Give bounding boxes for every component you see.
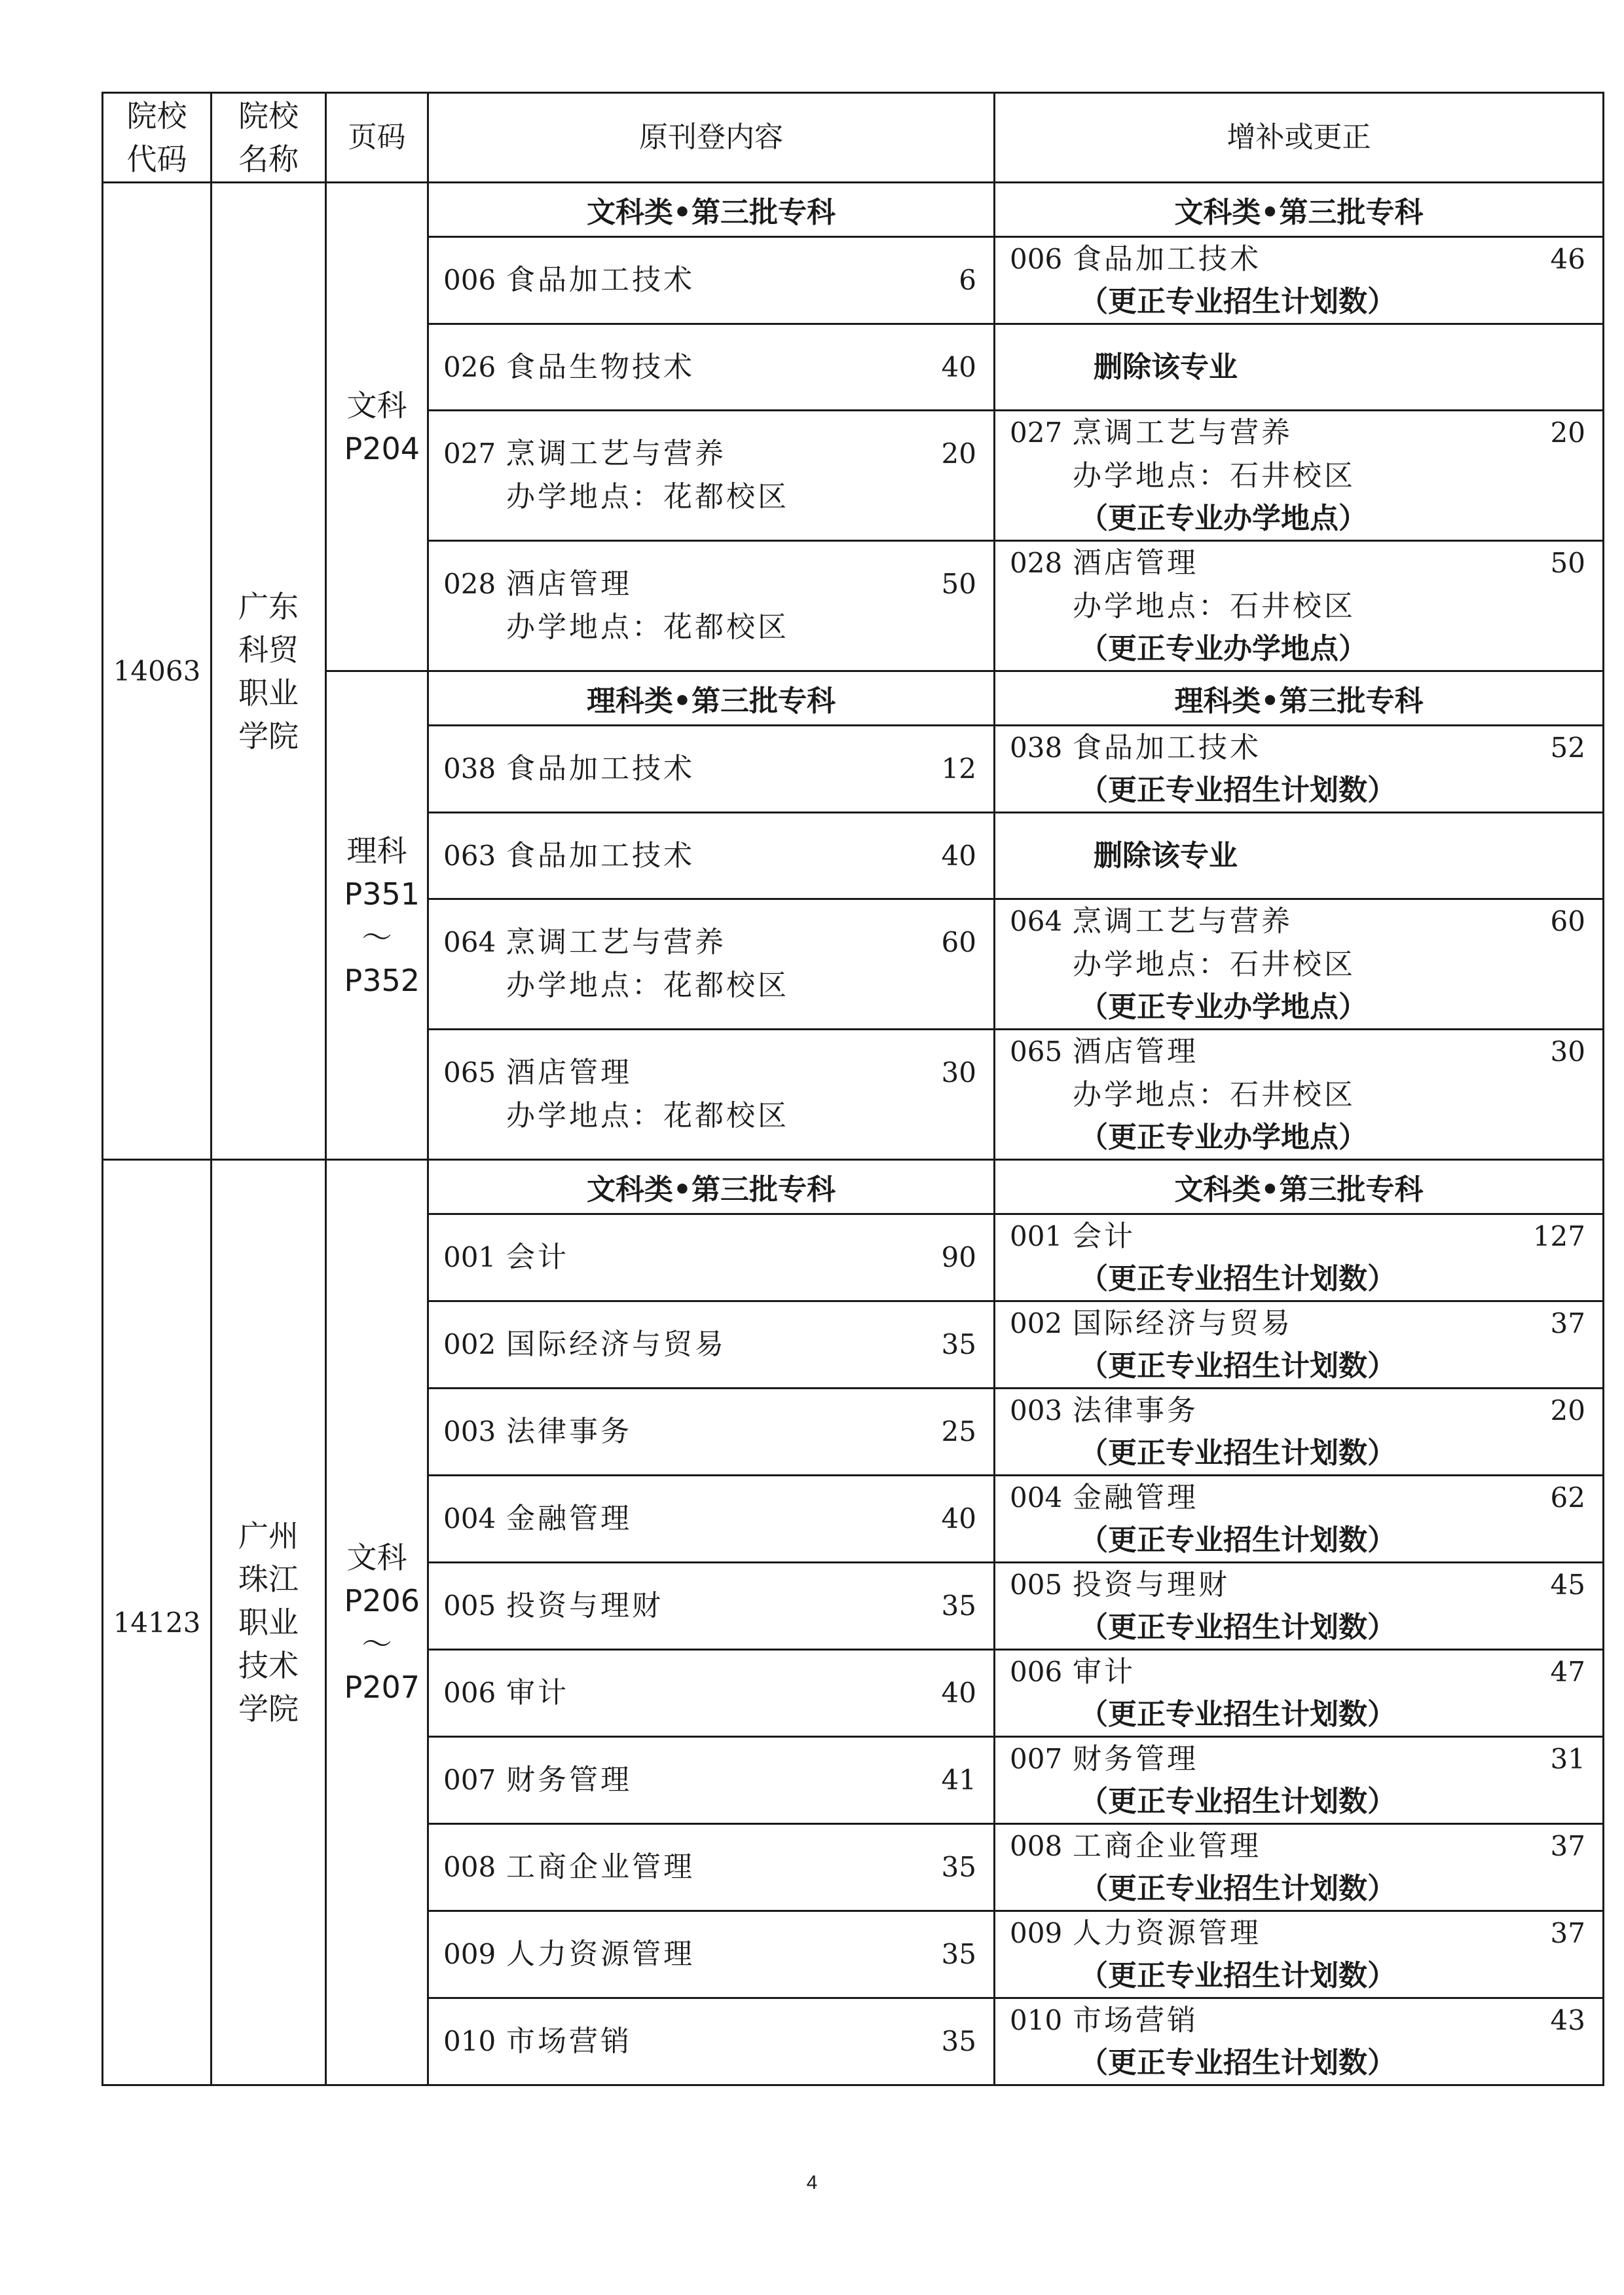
plan-count: 6: [959, 264, 976, 296]
plan-count: 35: [941, 1851, 976, 1883]
entry-line: [995, 1389, 1602, 1432]
major-name: 工商企业管理: [1073, 1829, 1261, 1863]
entry-line: [429, 432, 993, 476]
campus-location: 办学地点：花都校区: [506, 480, 789, 513]
school-name: 广东科贸职业学院: [238, 588, 299, 754]
plan-count: 43: [1550, 2004, 1585, 2036]
corrected-entry: [995, 1737, 1604, 1824]
entry-line: [995, 1030, 1602, 1073]
plan-count: 40: [941, 1677, 976, 1709]
plan-count: 50: [1550, 547, 1585, 579]
original-entry: [428, 1301, 995, 1389]
entry-line: [429, 1933, 993, 1976]
corrected-entry: [995, 1563, 1604, 1650]
corrected-entry: [995, 1214, 1604, 1301]
correction-note: （更正专业招生计划数）: [1079, 774, 1396, 807]
original-entry: [428, 237, 995, 324]
plan-count: 35: [941, 1938, 976, 1970]
major-code: 027: [443, 438, 496, 470]
original-entry: [428, 1476, 995, 1563]
corrected-entry: [995, 813, 1604, 899]
major-name: 工商企业管理: [506, 1850, 695, 1884]
corrected-entry: [995, 1824, 1604, 1911]
plan-count: 60: [1550, 905, 1585, 937]
major-name: 烹调工艺与营养: [1073, 905, 1293, 938]
plan-count: 50: [941, 568, 976, 600]
entry-line: [429, 563, 993, 606]
major-name: 食品加工技术: [1073, 242, 1261, 276]
original-entry: [428, 1030, 995, 1160]
major-name: 烹调工艺与营养: [1073, 416, 1293, 449]
correction-note: （更正专业招生计划数）: [1079, 1785, 1396, 1818]
major-code: 064: [443, 926, 496, 958]
major-name: 金融管理: [506, 1502, 632, 1535]
major-code: 010: [1010, 2004, 1063, 2036]
original-entry: [428, 324, 995, 411]
major-code: 009: [443, 1938, 496, 1970]
correction-note: （更正专业招生计划数）: [1079, 285, 1396, 318]
original-entry: [428, 1389, 995, 1476]
major-name: 酒店管理: [506, 567, 632, 601]
original-entry: [428, 1998, 995, 2085]
corrected-entry: [995, 726, 1604, 813]
major-code: 010: [443, 2025, 496, 2057]
major-code: 009: [1010, 1917, 1063, 1949]
major-name: 酒店管理: [1073, 1035, 1198, 1068]
entry-line: [429, 1759, 993, 1802]
category-correction: 理科类•第三批专科: [995, 671, 1604, 726]
page-ref-cell: [326, 183, 428, 671]
major-code: 001: [1010, 1220, 1063, 1252]
major-code: 002: [443, 1328, 496, 1360]
plan-count: 40: [941, 839, 976, 872]
major-code: 002: [1010, 1307, 1063, 1339]
major-code: 007: [1010, 1743, 1063, 1775]
major-code: 063: [443, 839, 496, 872]
plan-count: 25: [941, 1415, 976, 1447]
plan-count: 37: [1550, 1307, 1585, 1339]
correction-note: （更正专业招生计划数）: [1079, 1436, 1396, 1470]
corrected-entry: [995, 411, 1604, 541]
page-ref: 理科 P351 ～ P352: [344, 832, 420, 998]
major-code: 038: [443, 753, 496, 785]
corrected-entry: [995, 899, 1604, 1030]
plan-count: 20: [1550, 1394, 1585, 1427]
plan-count: 20: [941, 438, 976, 470]
entry-line: [995, 1912, 1602, 1955]
header-original: 原刊登内容: [428, 93, 995, 183]
campus-location: 办学地点：石井校区: [1073, 459, 1356, 493]
major-name: 人力资源管理: [506, 1937, 695, 1971]
major-name: 食品加工技术: [1073, 731, 1261, 764]
major-name: 投资与理财: [506, 1589, 663, 1622]
campus-location: 办学地点：石井校区: [1073, 589, 1356, 623]
major-code: 001: [443, 1241, 496, 1273]
corrected-entry: [995, 1650, 1604, 1737]
correction-note: （更正专业办学地点）: [1079, 1121, 1367, 1154]
entry-line: [995, 1999, 1602, 2042]
category-row: [103, 671, 1604, 726]
major-name: 食品生物技术: [506, 350, 695, 384]
entry-line: [429, 1584, 993, 1628]
original-entry: [428, 1824, 995, 1911]
entry-line: [429, 1323, 993, 1366]
campus-location: 办学地点：花都校区: [506, 969, 789, 1002]
major-name: 法律事务: [1073, 1394, 1198, 1427]
major-code: 006: [1010, 243, 1063, 275]
plan-count: 37: [1550, 1917, 1585, 1949]
corrected-entry: [995, 541, 1604, 671]
entry-line: [429, 1497, 993, 1540]
school-code: 14123: [103, 1160, 212, 2085]
original-entry: [428, 1737, 995, 1824]
entry-line: [995, 542, 1602, 585]
major-name: 市场营销: [1073, 2004, 1198, 2037]
major-name: 财务管理: [506, 1763, 632, 1797]
corrected-entry: [995, 237, 1604, 324]
page-ref-cell: [326, 1160, 428, 2085]
major-code: 027: [1010, 417, 1063, 449]
corrected-entry: [995, 1476, 1604, 1563]
major-name: 投资与理财: [1073, 1568, 1230, 1601]
plan-count: 46: [1550, 243, 1585, 275]
major-code: 008: [1010, 1830, 1063, 1862]
corrected-entry: [995, 1911, 1604, 1998]
major-code: 006: [443, 1677, 496, 1709]
original-entry: [428, 1214, 995, 1301]
school-name-cell: [212, 1160, 326, 2085]
major-code: 007: [443, 1764, 496, 1796]
major-code: 064: [1010, 905, 1063, 937]
entry-line: [995, 238, 1602, 281]
major-name: 国际经济与贸易: [506, 1328, 726, 1361]
plan-count: 127: [1532, 1220, 1585, 1252]
major-name: 审计: [506, 1676, 569, 1709]
original-entry: [428, 411, 995, 541]
delete-note: 删除该专业: [1094, 838, 1238, 872]
correction-note: （更正专业招生计划数）: [1079, 2046, 1396, 2080]
plan-count: 35: [941, 2025, 976, 2057]
entry-line: [429, 259, 993, 302]
major-code: 005: [443, 1590, 496, 1622]
header-page: 页码: [326, 93, 428, 183]
campus-location: 办学地点：石井校区: [1073, 1078, 1356, 1111]
major-name: 法律事务: [506, 1415, 632, 1448]
correction-note: （更正专业招生计划数）: [1079, 1523, 1396, 1557]
corrected-entry: [995, 1030, 1604, 1160]
category-original: 理科类•第三批专科: [428, 671, 995, 726]
entry-line: [995, 1215, 1602, 1258]
major-code: 006: [443, 264, 496, 296]
header-code: 院校代码: [103, 93, 212, 183]
correction-table: [101, 92, 1604, 2086]
major-name: 烹调工艺与营养: [506, 925, 726, 959]
campus-location: 办学地点：花都校区: [506, 1099, 789, 1132]
category-row: [103, 183, 1604, 237]
correction-note: （更正专业办学地点）: [1079, 990, 1367, 1024]
major-code: 028: [443, 568, 496, 600]
plan-count: 30: [941, 1056, 976, 1089]
entry-line: [995, 1476, 1602, 1520]
correction-note: （更正专业招生计划数）: [1079, 1611, 1396, 1644]
category-row: [103, 1160, 1604, 1214]
major-name: 国际经济与贸易: [1073, 1307, 1293, 1340]
entry-line: [995, 411, 1602, 455]
plan-count: 60: [941, 926, 976, 958]
major-code: 003: [1010, 1394, 1063, 1427]
entry-line: [429, 1051, 993, 1094]
entry-line: [429, 1410, 993, 1453]
major-name: 金融管理: [1073, 1481, 1198, 1514]
school-name-cell: [212, 183, 326, 1160]
plan-count: 41: [941, 1764, 976, 1796]
original-entry: [428, 1563, 995, 1650]
plan-count: 45: [1550, 1569, 1585, 1601]
plan-count: 90: [941, 1241, 976, 1273]
entry-line: [995, 1825, 1602, 1868]
major-name: 酒店管理: [506, 1056, 632, 1089]
plan-count: 30: [1550, 1036, 1585, 1068]
plan-count: 12: [941, 753, 976, 785]
entry-line: [429, 1846, 993, 1889]
major-name: 市场营销: [506, 2024, 632, 2058]
major-code: 065: [443, 1056, 496, 1089]
category-correction: 文科类•第三批专科: [995, 183, 1604, 237]
major-code: 028: [1010, 547, 1063, 579]
major-name: 审计: [1073, 1655, 1135, 1689]
major-name: 人力资源管理: [1073, 1916, 1261, 1950]
correction-note: （更正专业招生计划数）: [1079, 1872, 1396, 1905]
header-correction: 增补或更正: [995, 93, 1604, 183]
school-code: 14063: [103, 183, 212, 1160]
major-name: 烹调工艺与营养: [506, 437, 726, 470]
entry-line: [995, 900, 1602, 943]
plan-count: 35: [941, 1328, 976, 1360]
major-code: 065: [1010, 1036, 1063, 1068]
major-name: 酒店管理: [1073, 546, 1198, 580]
major-name: 会计: [1073, 1220, 1135, 1253]
page-ref: 文科 P204: [344, 387, 420, 466]
corrected-entry: [995, 1389, 1604, 1476]
header-row: [103, 93, 1604, 183]
corrected-entry: [995, 1998, 1604, 2085]
correction-note: （更正专业招生计划数）: [1079, 1349, 1396, 1383]
original-entry: [428, 1911, 995, 1998]
correction-note: （更正专业招生计划数）: [1079, 1262, 1396, 1296]
campus-location: 办学地点：花都校区: [506, 610, 789, 644]
original-entry: [428, 726, 995, 813]
original-entry: [428, 1650, 995, 1737]
delete-note: 删除该专业: [1094, 350, 1238, 384]
major-code: 004: [1010, 1482, 1063, 1514]
major-name: 会计: [506, 1241, 569, 1274]
plan-count: 37: [1550, 1830, 1585, 1862]
corrected-entry: [995, 1301, 1604, 1389]
entry-line: [429, 747, 993, 791]
entry-line: [429, 346, 993, 389]
page-ref: 文科 P206 ～ P207: [344, 1540, 420, 1705]
plan-count: 40: [941, 1502, 976, 1535]
category-original: 文科类•第三批专科: [428, 1160, 995, 1214]
major-name: 食品加工技术: [506, 838, 695, 872]
entry-line: [995, 726, 1602, 770]
major-code: 004: [443, 1502, 496, 1535]
original-entry: [428, 813, 995, 899]
major-code: 038: [1010, 732, 1063, 764]
entry-line: [429, 1671, 993, 1715]
major-name: 食品加工技术: [506, 752, 695, 785]
entry-line: [429, 834, 993, 878]
major-name: 食品加工技术: [506, 263, 695, 297]
category-original: 文科类•第三批专科: [428, 183, 995, 237]
correction-note: （更正专业办学地点）: [1079, 632, 1367, 665]
entry-line: [995, 1738, 1602, 1781]
entry-line: [429, 2020, 993, 2063]
school-name: 广州珠江职业技术学院: [238, 1518, 299, 1726]
entry-line: [429, 921, 993, 964]
original-entry: [428, 899, 995, 1030]
major-code: 008: [443, 1851, 496, 1883]
plan-count: 52: [1550, 732, 1585, 764]
header-name: 院校名称: [212, 93, 326, 183]
plan-count: 62: [1550, 1482, 1585, 1514]
major-code: 026: [443, 350, 496, 383]
category-correction: 文科类•第三批专科: [995, 1160, 1604, 1214]
plan-count: 40: [941, 350, 976, 383]
corrected-entry: [995, 324, 1604, 411]
plan-count: 35: [941, 1590, 976, 1622]
plan-count: 20: [1550, 417, 1585, 449]
campus-location: 办学地点：石井校区: [1073, 948, 1356, 981]
entry-line: [995, 1563, 1602, 1607]
correction-note: （更正专业招生计划数）: [1079, 1698, 1396, 1731]
entry-line: [995, 1651, 1602, 1694]
major-name: 财务管理: [1073, 1742, 1198, 1776]
entry-line: [429, 1236, 993, 1279]
entry-line: [995, 1302, 1602, 1345]
major-code: 005: [1010, 1569, 1063, 1601]
page-ref-cell: [326, 671, 428, 1160]
plan-count: 31: [1550, 1743, 1585, 1775]
correction-note: （更正专业招生计划数）: [1079, 1959, 1396, 1992]
plan-count: 47: [1550, 1656, 1585, 1688]
major-code: 006: [1010, 1656, 1063, 1688]
major-code: 003: [443, 1415, 496, 1447]
page-number: 4: [806, 2172, 818, 2193]
correction-note: （更正专业办学地点）: [1079, 502, 1367, 535]
original-entry: [428, 541, 995, 671]
